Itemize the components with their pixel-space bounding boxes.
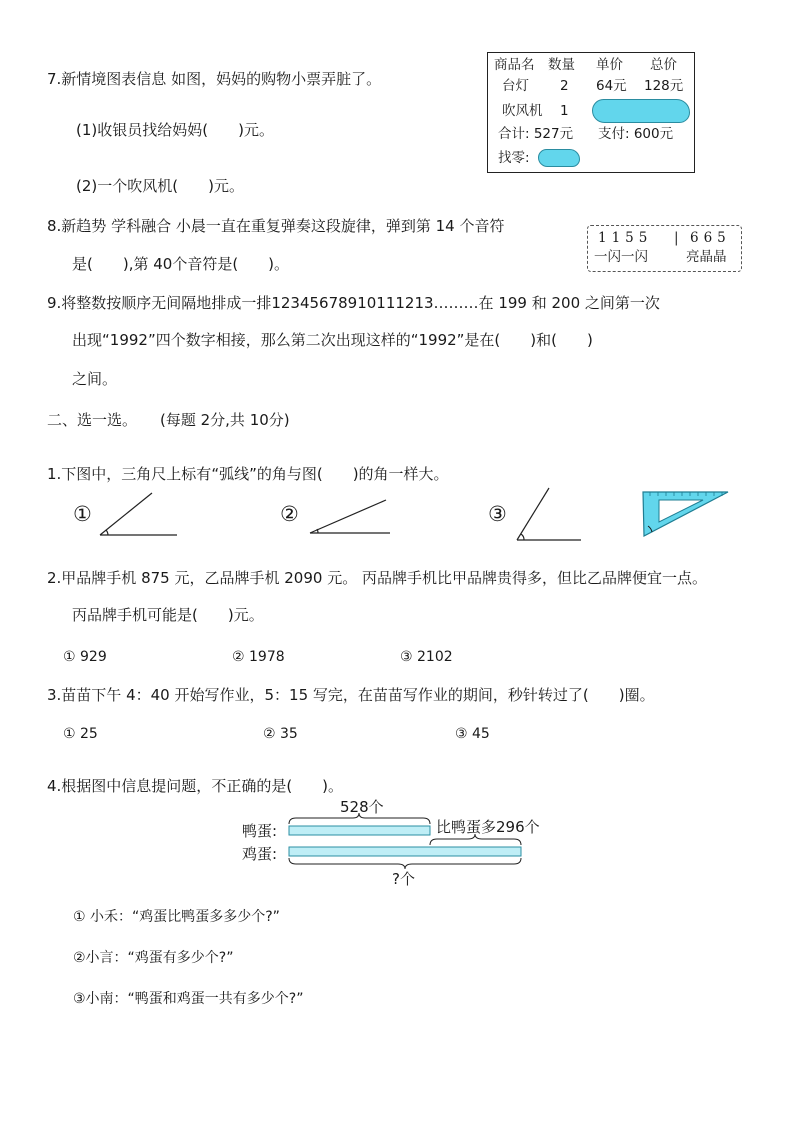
mc2-option-3: ③ 2102 — [400, 649, 453, 665]
receipt-row1-qty: 2 — [560, 78, 569, 94]
q7-sub1: (1)收银员找给妈妈( )元。 — [76, 121, 274, 139]
mc3-stem: 3.苗苗下午 4：40 开始写作业，5：15 写完，在苗苗写作业的期间，秒针转过了( )圈。 — [47, 686, 655, 704]
receipt-row2-qty: 1 — [560, 103, 569, 119]
diagram-duck-label: 鸭蛋: — [242, 822, 278, 840]
melody-notes-left: 1155 — [598, 230, 653, 246]
q9-line3: 之间。 — [72, 370, 118, 388]
shopping-receipt — [487, 52, 695, 173]
receipt-header-qty: 数量 — [548, 57, 575, 73]
receipt-total: 合计: 527元 — [498, 126, 574, 142]
mc4-option-2: ②小言：“鸡蛋有多少个?” — [73, 950, 234, 966]
angle-2-figure — [310, 500, 390, 533]
mc2-line2: 丙品牌手机可能是( )元。 — [72, 606, 264, 624]
receipt-change-label: 找零: — [498, 150, 530, 166]
mc3-option-1: ① 25 — [63, 726, 98, 742]
diagram-chicken-label: 鸡蛋: — [242, 845, 278, 863]
q9-line1: 9.将整数按顺序无间隔地排成一排12345678910111213………在 199 和 200 之间第一次 — [47, 294, 660, 312]
mc1-label-2: ② — [280, 502, 299, 526]
mc4-stem: 4.根据图中信息提问题，不正确的是( )。 — [47, 777, 344, 795]
melody-box — [587, 225, 742, 272]
mc3-option-2: ② 35 — [263, 726, 298, 742]
mc1-label-3: ③ — [488, 502, 507, 526]
mc3-option-3: ③ 45 — [455, 726, 490, 742]
stain-blob-price — [592, 99, 690, 123]
q9-line2: 出现“1992”四个数字相接，那么第二次出现这样的“1992”是在( )和( ) — [72, 331, 593, 349]
stain-blob-change — [538, 149, 580, 167]
receipt-header-total: 总价 — [650, 57, 677, 73]
angle-1-figure — [100, 493, 177, 535]
receipt-header-name: 商品名 — [494, 57, 535, 73]
receipt-header-price: 单价 — [596, 57, 623, 73]
mc2-stem: 2.甲品牌手机 875 元，乙品牌手机 2090 元。 丙品牌手机比甲品牌贵得多，但比乙品牌便宜一点。 — [47, 569, 707, 587]
melody-bar: | — [674, 230, 679, 246]
melody-lyric-left: 一闪一闪 — [594, 249, 648, 265]
q7-sub2: (2)一个吹风机( )元。 — [76, 177, 244, 195]
melody-lyric-right: 亮晶晶 — [686, 249, 727, 265]
receipt-row2-name: 吹风机 — [502, 103, 543, 119]
angle-3-figure — [517, 488, 581, 540]
mc2-option-1: ① 929 — [63, 649, 107, 665]
receipt-row1-name: 台灯 — [502, 78, 529, 94]
receipt-row1-total: 128元 — [644, 78, 684, 94]
receipt-row1-price: 64元 — [596, 78, 627, 94]
diagram-duck-value: 528个 — [340, 798, 384, 816]
diagram-extra-value: 比鸭蛋多296个 — [436, 818, 540, 836]
mc2-option-2: ② 1978 — [232, 649, 285, 665]
receipt-paid: 支付: 600元 — [598, 126, 674, 142]
q8-stem: 8.新趋势 学科融合 小晨一直在重复弹奏这段旋律，弹到第 14 个音符 — [47, 217, 505, 235]
mc4-option-1: ① 小禾：“鸡蛋比鸭蛋多多少个?” — [73, 909, 280, 925]
q7-stem: 7.新情境图表信息 如图，妈妈的购物小票弄脏了。 — [47, 70, 382, 88]
mc1-stem: 1.下图中，三角尺上标有“弧线”的角与图( )的角一样大。 — [47, 465, 449, 483]
mc1-label-1: ① — [73, 502, 92, 526]
triangle-ruler-figure — [643, 492, 728, 536]
diagram-unknown-total: ?个 — [392, 870, 415, 888]
mc4-option-3: ③小南：“鸭蛋和鸡蛋一共有多少个?” — [73, 991, 304, 1007]
q8-line2: 是( ),第 40个音符是( )。 — [72, 255, 290, 273]
melody-notes-right: 665 — [690, 230, 731, 246]
section2-note: (每题 2分,共 10分) — [160, 411, 290, 429]
section2-title: 二、选一选。 — [47, 411, 138, 429]
